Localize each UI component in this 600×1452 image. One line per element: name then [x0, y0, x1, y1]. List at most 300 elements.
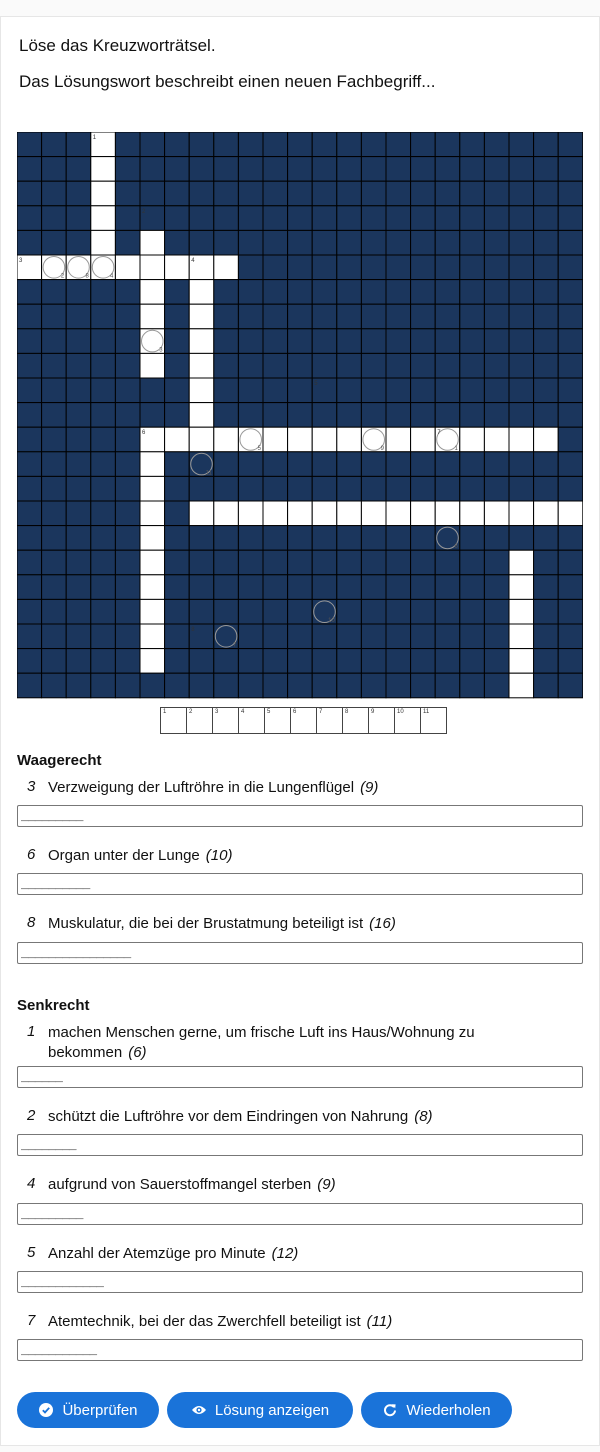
clue-number: 3 [27, 778, 36, 795]
grid-cell-blocked [361, 353, 386, 378]
grid-cell-blocked [17, 452, 42, 477]
grid-cell-open[interactable] [484, 427, 509, 452]
answer-field-down-1[interactable] [17, 1066, 583, 1088]
grid-cell-blocked [361, 378, 386, 403]
grid-cell-blocked [263, 599, 288, 624]
grid-cell-open[interactable] [189, 378, 214, 403]
grid-cell-blocked [115, 206, 140, 231]
answer-blank: ________ [21, 1136, 76, 1151]
retry-button[interactable] [361, 1392, 512, 1428]
grid-cell-open[interactable] [263, 501, 288, 526]
down-clue-4 [17, 1175, 583, 1197]
grid-cell-blocked [66, 526, 91, 551]
answer-blank: ______ [21, 1068, 62, 1083]
solution-letter-box [290, 707, 316, 734]
grid-cell-blocked [263, 255, 288, 280]
solution-letter-box [394, 707, 420, 734]
solution-circle-number: 7 [233, 642, 237, 649]
clue-length: (9) [360, 779, 379, 796]
answer-field-down-5[interactable] [17, 1271, 583, 1293]
solution-letter-number: 2 [189, 709, 193, 715]
grid-cell-open[interactable] [189, 501, 214, 526]
grid-cell-open[interactable] [189, 280, 214, 305]
grid-cell-blocked [263, 378, 288, 403]
clue-length: (16) [369, 915, 396, 932]
grid-cell-blocked [411, 624, 436, 649]
grid-cell-blocked [509, 452, 534, 477]
grid-cell-blocked [238, 599, 263, 624]
solution-letter-box [160, 707, 186, 734]
grid-cell-blocked [214, 526, 239, 551]
grid-cell-blocked [534, 649, 559, 674]
answer-field-across-8[interactable] [17, 942, 583, 964]
grid-cell-blocked [165, 329, 190, 354]
grid-cell-blocked [288, 624, 313, 649]
clue-length: (9) [317, 1176, 336, 1193]
grid-cell-blocked [435, 624, 460, 649]
grid-cell-blocked [435, 353, 460, 378]
grid-cell-blocked [115, 575, 140, 600]
grid-cell-blocked [558, 403, 583, 428]
grid-cell-blocked [288, 304, 313, 329]
grid-cell-blocked [460, 378, 485, 403]
grid-cell-blocked [435, 599, 460, 624]
grid-cell-open[interactable] [189, 304, 214, 329]
grid-cell-open[interactable] [263, 427, 288, 452]
grid-cell-open[interactable] [165, 255, 190, 280]
grid-cell-open[interactable] [91, 157, 116, 182]
grid-cell-blocked [484, 181, 509, 206]
grid-cell-blocked [165, 501, 190, 526]
grid-cell-blocked [42, 132, 67, 157]
check-button[interactable] [17, 1392, 159, 1428]
grid-cell-blocked [484, 157, 509, 182]
grid-cell-blocked [214, 599, 239, 624]
grid-cell-blocked [165, 526, 190, 551]
down-clue-1 [17, 1023, 583, 1065]
grid-cell-blocked [17, 304, 42, 329]
grid-cell-open[interactable] [189, 427, 214, 452]
grid-cell-open[interactable] [140, 575, 165, 600]
grid-cell-blocked [214, 181, 239, 206]
grid-cell-open[interactable] [214, 427, 239, 452]
grid-cell-blocked [558, 526, 583, 551]
grid-cell-blocked [165, 230, 190, 255]
grid-cell-open[interactable] [386, 427, 411, 452]
clue-text: machen Menschen gerne, um frische Luft ins Haus/Wohnung zu bekommen [48, 1024, 475, 1061]
grid-cell-blocked [66, 452, 91, 477]
grid-cell-open[interactable] [509, 550, 534, 575]
clue-length: (8) [414, 1108, 433, 1125]
grid-cell-blocked [165, 624, 190, 649]
grid-cell-blocked [558, 255, 583, 280]
grid-cell-open[interactable] [361, 501, 386, 526]
grid-cell-blocked [238, 206, 263, 231]
clue-length: (12) [271, 1245, 299, 1262]
grid-cell-blocked [263, 575, 288, 600]
grid-cell-blocked [509, 181, 534, 206]
grid-cell-blocked [534, 206, 559, 231]
grid-cell-open[interactable] [91, 206, 116, 231]
grid-cell-blocked [312, 403, 337, 428]
grid-cell-open[interactable] [140, 230, 165, 255]
grid-cell-blocked [337, 353, 362, 378]
grid-cell-blocked [288, 476, 313, 501]
grid-cell-blocked [238, 550, 263, 575]
grid-cell-blocked [17, 550, 42, 575]
grid-cell-blocked [42, 575, 67, 600]
grid-cell-open[interactable] [140, 649, 165, 674]
grid-cell-blocked [312, 550, 337, 575]
grid-cell-open[interactable] [460, 501, 485, 526]
grid-cell-blocked [17, 230, 42, 255]
grid-cell-blocked [165, 452, 190, 477]
grid-cell-blocked [66, 427, 91, 452]
grid-cell-blocked [460, 649, 485, 674]
grid-cell-blocked [140, 132, 165, 157]
grid-cell-blocked [337, 673, 362, 698]
answer-blank: __________ [21, 875, 90, 890]
grid-cell-blocked [263, 132, 288, 157]
grid-cell-blocked [337, 132, 362, 157]
grid-cell-blocked [91, 673, 116, 698]
grid-cell-blocked [165, 280, 190, 305]
grid-cell-open[interactable] [140, 452, 165, 477]
grid-cell-blocked [214, 403, 239, 428]
grid-cell-blocked [42, 673, 67, 698]
grid-cell-blocked [17, 427, 42, 452]
grid-cell-blocked [460, 452, 485, 477]
grid-cell-blocked [534, 378, 559, 403]
grid-cell-open[interactable] [337, 427, 362, 452]
grid-cell-blocked [66, 501, 91, 526]
grid-cell-blocked [435, 550, 460, 575]
grid-cell-blocked [66, 206, 91, 231]
grid-cell-open[interactable] [484, 501, 509, 526]
grid-cell-blocked [460, 304, 485, 329]
grid-cell-open[interactable] [140, 624, 165, 649]
solution-circle-number: 9 [380, 445, 384, 452]
grid-cell-blocked [534, 304, 559, 329]
grid-cell-open[interactable] [140, 476, 165, 501]
grid-cell-blocked [460, 476, 485, 501]
grid-cell-blocked [66, 353, 91, 378]
grid-cell-open[interactable] [312, 427, 337, 452]
grid-cell-blocked [312, 649, 337, 674]
crossword-grid[interactable] [17, 132, 583, 702]
grid-cell-blocked [238, 673, 263, 698]
grid-cell-blocked [484, 673, 509, 698]
retry-button-label: Wiederholen [406, 1401, 491, 1419]
grid-cell-blocked [361, 304, 386, 329]
grid-cell-open[interactable] [534, 501, 559, 526]
grid-cell-blocked [411, 329, 436, 354]
grid-cell-blocked [411, 353, 436, 378]
grid-cell-blocked [91, 501, 116, 526]
grid-cell-blocked [509, 206, 534, 231]
grid-cell-blocked [288, 649, 313, 674]
solution-circle-number: 11 [205, 470, 212, 477]
answer-field-across-3[interactable] [17, 805, 583, 827]
grid-cell-open[interactable] [337, 501, 362, 526]
grid-cell-blocked [411, 181, 436, 206]
grid-cell-blocked [263, 353, 288, 378]
grid-cell-blocked [91, 526, 116, 551]
grid-cell-blocked [66, 624, 91, 649]
grid-cell-blocked [460, 132, 485, 157]
grid-cell-blocked [534, 255, 559, 280]
grid-cell-blocked [17, 476, 42, 501]
grid-cell-open[interactable] [312, 501, 337, 526]
grid-cell-blocked [66, 157, 91, 182]
grid-cell-blocked [263, 476, 288, 501]
solution-letter-box [238, 707, 264, 734]
grid-cell-blocked [460, 230, 485, 255]
grid-cell-blocked [534, 673, 559, 698]
grid-cell-blocked [435, 132, 460, 157]
grid-cell-open[interactable] [288, 427, 313, 452]
grid-cell-blocked [558, 673, 583, 698]
grid-cell-open[interactable] [509, 599, 534, 624]
grid-cell-blocked [165, 673, 190, 698]
grid-cell-blocked [312, 575, 337, 600]
grid-cell-open[interactable] [386, 501, 411, 526]
solution-circle-number: 1 [454, 445, 458, 452]
grid-cell-blocked [165, 649, 190, 674]
grid-cell-open[interactable] [140, 353, 165, 378]
grid-cell-blocked [534, 624, 559, 649]
grid-cell-blocked [484, 230, 509, 255]
grid-cell-open[interactable] [140, 304, 165, 329]
clue-text: aufgrund von Sauerstoffmangel sterben [48, 1176, 312, 1193]
grid-cell-blocked [484, 599, 509, 624]
grid-cell-blocked [17, 132, 42, 157]
show-solution-button[interactable] [167, 1392, 353, 1428]
grid-cell-blocked [337, 230, 362, 255]
grid-cell-open[interactable] [189, 353, 214, 378]
grid-cell-blocked [411, 255, 436, 280]
grid-cell-open[interactable] [140, 550, 165, 575]
grid-cell-blocked [386, 304, 411, 329]
grid-cell-open[interactable] [189, 329, 214, 354]
grid-cell-blocked [263, 304, 288, 329]
grid-cell-open[interactable] [214, 255, 239, 280]
show-solution-label: Lösung anzeigen [214, 1401, 330, 1419]
grid-cell-blocked [214, 575, 239, 600]
grid-cell-blocked [386, 673, 411, 698]
grid-cell-blocked [263, 181, 288, 206]
grid-cell-blocked [558, 599, 583, 624]
grid-cell-open[interactable] [411, 427, 436, 452]
grid-cell-blocked [238, 649, 263, 674]
grid-cell-blocked [165, 181, 190, 206]
grid-cell-open[interactable] [91, 230, 116, 255]
grid-cell-open[interactable] [115, 255, 140, 280]
grid-cell-open[interactable] [140, 526, 165, 551]
clue-length: (11) [366, 1313, 393, 1330]
answer-field-down-4[interactable] [17, 1203, 583, 1225]
grid-cell-open[interactable] [140, 280, 165, 305]
grid-cell-open[interactable] [509, 427, 534, 452]
grid-cell-open[interactable] [509, 649, 534, 674]
clue-start-number: 7 [437, 430, 441, 437]
answer-field-down-7[interactable] [17, 1339, 583, 1361]
grid-cell-blocked [558, 132, 583, 157]
answer-field-down-2[interactable] [17, 1134, 583, 1156]
grid-cell-open[interactable] [288, 501, 313, 526]
grid-cell-blocked [337, 378, 362, 403]
down-clue-2 [17, 1107, 583, 1129]
grid-cell-blocked [411, 157, 436, 182]
grid-cell-blocked [66, 476, 91, 501]
grid-cell-open[interactable] [214, 501, 239, 526]
grid-cell-blocked [165, 550, 190, 575]
grid-cell-open[interactable] [238, 501, 263, 526]
grid-cell-blocked [91, 575, 116, 600]
grid-cell-blocked [288, 206, 313, 231]
grid-cell-open[interactable] [140, 501, 165, 526]
grid-cell-blocked [17, 353, 42, 378]
grid-cell-blocked [361, 206, 386, 231]
grid-cell-blocked [263, 452, 288, 477]
grid-cell-blocked [214, 378, 239, 403]
grid-cell-blocked [288, 673, 313, 698]
grid-cell-blocked [42, 452, 67, 477]
answer-blank: _________ [21, 807, 83, 822]
grid-cell-blocked [312, 255, 337, 280]
grid-cell-blocked [460, 255, 485, 280]
grid-cell-blocked [484, 304, 509, 329]
grid-cell-open[interactable] [411, 501, 436, 526]
grid-cell-open[interactable] [509, 501, 534, 526]
grid-cell-blocked [91, 649, 116, 674]
grid-cell-blocked [460, 526, 485, 551]
grid-cell-blocked [411, 132, 436, 157]
grid-cell-open[interactable] [435, 501, 460, 526]
grid-cell-open[interactable] [509, 673, 534, 698]
grid-cell-blocked [312, 206, 337, 231]
solution-letter-box [264, 707, 290, 734]
solution-letter-box [186, 707, 212, 734]
grid-cell-blocked [42, 230, 67, 255]
grid-cell-blocked [263, 329, 288, 354]
grid-cell-blocked [386, 452, 411, 477]
grid-cell-blocked [534, 476, 559, 501]
grid-cell-blocked [214, 230, 239, 255]
grid-cell-blocked [484, 649, 509, 674]
grid-cell-blocked [337, 550, 362, 575]
answer-blank: ___________ [21, 1341, 97, 1356]
grid-cell-blocked [509, 132, 534, 157]
grid-cell-blocked [42, 280, 67, 305]
grid-cell-blocked [509, 353, 534, 378]
grid-cell-blocked [435, 206, 460, 231]
grid-cell-blocked [17, 206, 42, 231]
grid-cell-blocked [386, 206, 411, 231]
grid-cell-blocked [411, 378, 436, 403]
grid-cell-blocked [337, 649, 362, 674]
grid-cell-blocked [386, 550, 411, 575]
grid-cell-blocked [558, 476, 583, 501]
grid-cell-open[interactable] [460, 427, 485, 452]
grid-cell-blocked [558, 157, 583, 182]
grid-cell-open[interactable] [189, 403, 214, 428]
grid-cell-blocked [165, 378, 190, 403]
grid-cell-blocked [361, 575, 386, 600]
grid-cell-open[interactable] [140, 255, 165, 280]
grid-cell-blocked [337, 255, 362, 280]
grid-cell-blocked [17, 575, 42, 600]
grid-cell-blocked [411, 230, 436, 255]
answer-blank: _________ [21, 1205, 83, 1220]
grid-cell-blocked [460, 181, 485, 206]
grid-cell-open[interactable] [509, 624, 534, 649]
grid-cell-blocked [66, 649, 91, 674]
grid-cell-blocked [115, 132, 140, 157]
grid-cell-blocked [140, 181, 165, 206]
grid-cell-blocked [66, 673, 91, 698]
grid-cell-blocked [189, 673, 214, 698]
clue-length: (10) [205, 847, 233, 864]
down-clue-7 [17, 1312, 583, 1334]
clue-text: Verzweigung der Luftröhre in die Lungenflügel [48, 779, 355, 796]
grid-cell-blocked [115, 329, 140, 354]
grid-cell-open[interactable] [140, 599, 165, 624]
grid-cell-open[interactable] [509, 575, 534, 600]
grid-cell-blocked [361, 157, 386, 182]
grid-cell-blocked [460, 329, 485, 354]
grid-cell-blocked [361, 476, 386, 501]
grid-cell-blocked [17, 329, 42, 354]
grid-cell-blocked [386, 599, 411, 624]
grid-cell-blocked [558, 550, 583, 575]
grid-cell-blocked [189, 649, 214, 674]
grid-cell-blocked [115, 304, 140, 329]
grid-cell-blocked [288, 599, 313, 624]
grid-cell-blocked [189, 181, 214, 206]
grid-cell-blocked [337, 575, 362, 600]
grid-cell-blocked [288, 526, 313, 551]
clue-start-number: 2 [142, 208, 146, 215]
grid-cell-blocked [238, 280, 263, 305]
grid-cell-blocked [91, 452, 116, 477]
grid-cell-open[interactable] [558, 501, 583, 526]
grid-cell-blocked [42, 181, 67, 206]
grid-cell-blocked [91, 280, 116, 305]
grid-cell-open[interactable] [91, 181, 116, 206]
grid-cell-blocked [558, 329, 583, 354]
grid-cell-blocked [263, 673, 288, 698]
across-heading: Waagerecht [17, 752, 102, 769]
answer-field-across-6[interactable] [17, 873, 583, 895]
solution-circle-number: 6 [454, 544, 458, 551]
down-heading: Senkrecht [17, 997, 90, 1014]
clue-start-number: 3 [19, 258, 23, 264]
grid-cell-blocked [435, 403, 460, 428]
grid-cell-open[interactable] [165, 427, 190, 452]
grid-cell-blocked [115, 427, 140, 452]
grid-cell-open[interactable] [534, 427, 559, 452]
clue-text: Atemtechnik, bei der das Zwerchfell beteiligt ist [48, 1313, 361, 1330]
grid-cell-blocked [534, 452, 559, 477]
intro-line-2: Das Lösungswort beschreibt einen neuen Fachbegriff... [19, 72, 436, 91]
grid-cell-blocked [42, 599, 67, 624]
grid-cell-blocked [534, 550, 559, 575]
clue-number: 8 [27, 914, 36, 931]
grid-cell-blocked [509, 403, 534, 428]
grid-cell-blocked [558, 230, 583, 255]
grid-cell-blocked [91, 476, 116, 501]
